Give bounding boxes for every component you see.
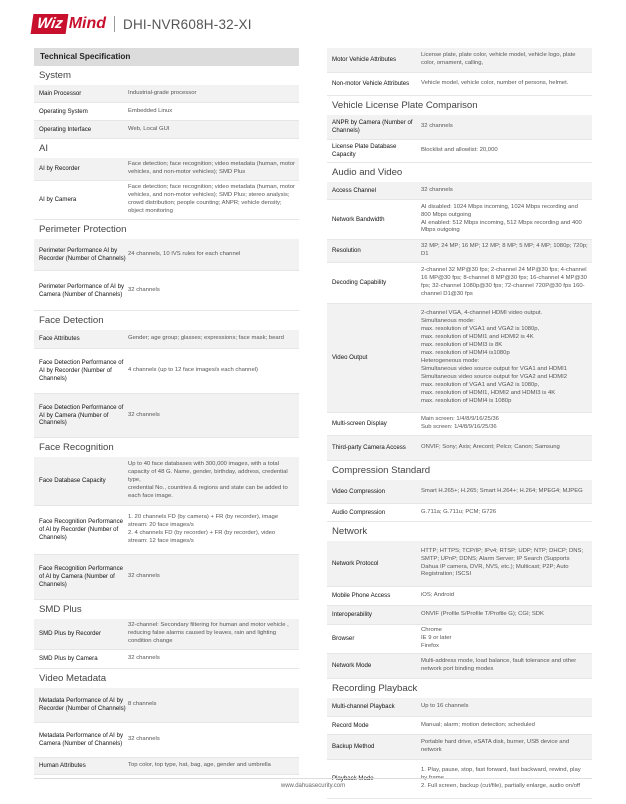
spec-key: Access Channel: [332, 186, 377, 194]
spec-row-license-plate-database-capacity: [327, 140, 592, 163]
footer-url: www.dahuasecurity.com: [280, 783, 346, 789]
spec-row-face-recognition-performance-of-ai-by-recorder-number-of-channels: [34, 506, 299, 555]
section-heading-compression-standard: Compression Standard: [332, 465, 431, 476]
section-heading-network: Network: [332, 526, 368, 537]
spec-value: 1. Play, pause, stop, fast forward, fast backward, rewind, play 2. Full screen, backup (cut/file), partially enlarge, audio on/off: [421, 767, 581, 789]
spec-row-browser: [327, 625, 592, 654]
spec-key: Perimeter Performance AI by Recorder (Number of Channels): [39, 246, 126, 262]
spec-value: 32 MP; 24 MP; 16 MP; 12 MP; 8 MP; 5 MP; 4 MP; 1080p; 720p; D1: [421, 243, 588, 257]
spec-value: Web, Local GUI: [128, 125, 170, 132]
spec-key: [327, 760, 419, 798]
spec-row-multi-screen-display: [327, 413, 592, 436]
spec-value: 32-channel: Secondary filtering for human and motor vehicle , reducing false alarms caused by leaves, rain and lighting condition change: [128, 622, 289, 644]
spec-value: 4 channels (up to 12 face images/s each channel): [128, 367, 259, 374]
spec-value: Industrial-grade processor: [128, 89, 197, 96]
spec-row-resolution: [327, 240, 592, 263]
spec-key: Video Compression: [332, 487, 386, 495]
spec-key: Network Mode: [332, 662, 372, 670]
spec-key: SMD Plus by Camera: [39, 655, 98, 663]
spec-value: 32 channels: [128, 573, 160, 580]
section-heading-face-recognition: Face Recognition: [39, 442, 114, 453]
spec-key: Third-party Camera Access: [332, 444, 406, 452]
spec-row-playback-mode: [327, 760, 592, 799]
spec-key: Browser: [332, 635, 355, 643]
spec-key: SMD Plus by Recorder: [39, 630, 101, 638]
spec-value: Gender; age group; glasses; expressions; face mask; beard: [128, 335, 284, 342]
spec-row-smd-plus-by-camera: [34, 650, 299, 669]
logo-wiz: Wiz: [31, 14, 69, 34]
spec-value: Face detection; face recognition; video metadata (human, motor vehicles, and non-motor vehicles); SMD Plus: [128, 161, 295, 175]
spec-value: 1. 20 channels FD (by camera) + FR (by recorder), image stream: 20 face images/s 2. 4 channels FD (by recorder) + FR (by recorder), video stream: 12 face images/s: [128, 514, 279, 544]
spec-value: Smart H.265+; H.265; Smart H.264+; H.264; MPEG4; MJPEG: [421, 487, 583, 494]
spec-key: Face Database Capacity: [39, 477, 106, 485]
spec-value: Manual; alarm; motion detection; scheduled: [421, 721, 535, 728]
spec-key: Motor Vehicle Attributes: [332, 56, 397, 64]
spec-row-access-channel: [327, 182, 592, 200]
section-heading-perimeter-protection: Perimeter Protection: [39, 224, 127, 235]
spec-key: Operating Interface: [39, 125, 92, 133]
spec-key: Face Detection Performance of AI by Recorder (Number of Channels): [39, 359, 124, 382]
spec-key: Perimeter Performance of AI by Camera (Number of Channels): [39, 282, 125, 298]
spec-row-perimeter-performance-ai-by-recorder-number-of-channels: [34, 239, 299, 271]
spec-row-motor-vehicle-attributes: [327, 48, 592, 73]
wizmind-logo: [32, 14, 106, 34]
spec-row-face-recognition-performance-of-ai-by-camera-number-of-channels: [34, 555, 299, 600]
spec-row-metadata-performance-of-ai-by-camera-number-of-channels: [34, 723, 299, 758]
right-sections: [327, 48, 592, 799]
spec-value: Main screen: 1/4/8/9/16/25/36 Sub screen: 1/4/8/9/16/25/36: [421, 416, 499, 430]
section-heading-face-detection: Face Detection: [39, 315, 104, 326]
spec-value: 32 channels: [128, 286, 160, 293]
left-column: [34, 48, 299, 775]
spec-value: AI disabled: 1024 Mbps incoming, 1024 Mbps recording and 800 Mbps outgoing AI enabled: 512 Mbps incoming, 512 Mbps recording and 400 Mbps outgoing: [421, 203, 582, 234]
spec-value: 32 channels: [421, 123, 453, 130]
spec-row-face-detection-performance-of-ai-by-camera-number-of-channels: [34, 394, 299, 438]
spec-row-interoperability: [327, 606, 592, 625]
section-heading-recording-playback: Recording Playback: [332, 683, 418, 694]
spec-row-face-database-capacity: [34, 457, 299, 506]
spec-value: Multi-address mode, load balance, fault tolerance and other network port binding modes: [421, 658, 577, 672]
spec-value: Top color, top type, hat, bag, age, gender and umbrella: [128, 762, 271, 769]
spec-key: Metadata Performance of AI by Recorder (Number of Channels): [39, 697, 126, 712]
spec-value: 24 channels, 10 IVS rules for each channel: [128, 250, 241, 257]
spec-row-backup-method: [327, 735, 592, 760]
spec-key: Face Attributes: [39, 335, 80, 343]
spec-value: iOS; Android: [421, 592, 455, 599]
spec-value: 32 channels: [421, 186, 453, 193]
spec-row-audio-compression: [327, 504, 592, 522]
spec-key: Metadata Performance of AI by Camera (Number of Channels): [39, 732, 124, 747]
spec-value: Portable hard drive, eSATA disk, burner, USB device and network: [421, 739, 570, 753]
spec-key: Multi-screen Display: [332, 420, 387, 428]
spec-key: Record Mode: [332, 721, 369, 729]
spec-row-video-output: [327, 304, 592, 413]
spec-row-smd-plus-by-recorder: [34, 619, 299, 650]
spec-key: Decoding Capability: [332, 279, 387, 287]
spec-key: Backup Method: [332, 743, 375, 751]
spec-value: Embedded Linux: [128, 107, 173, 114]
spec-row-face-detection-performance-of-ai-by-recorder-number-of-channels: [34, 349, 299, 394]
spec-key: Resolution: [332, 247, 361, 255]
spec-key: Network Bandwidth: [332, 215, 385, 223]
page-header: [32, 12, 252, 36]
spec-value: ONVIF (Profile S/Profile T/Profile G); CGI; SDK: [421, 611, 544, 618]
spec-key: AI by Camera: [39, 196, 77, 204]
spec-value: Face detection; face recognition; video metadata (human, motor vehicles, and non-motor vehicles); SMD Plus; stereo analysis; crowd distribution; people counting; ANPR; vehicle density; object monitoring: [128, 184, 295, 214]
logo-mind: Mind: [68, 15, 107, 32]
spec-value: G.711a; G.711u; PCM; G726: [421, 508, 497, 515]
header-divider: [114, 16, 115, 32]
spec-value: 32 channels: [128, 655, 160, 662]
spec-row-network-bandwidth: [327, 200, 592, 240]
right-column: [327, 48, 592, 799]
spec-value: Chrome IE 9 or later Firefox: [421, 627, 452, 649]
spec-row-ai-by-camera: [34, 181, 299, 220]
spec-value: HTTP; HTTPS; TCP/IP; IPv4; RTSP; UDP; NTP; DHCP; DNS; SMTP; UPnP; DDNS; Alarm Server; IP Search (Supports Dahua IP camera, DVR, NVS, etc.); Multicast; P2P; Auto Registration; ISCSI: [421, 547, 584, 578]
spec-key: Operating System: [39, 107, 88, 115]
footer-divider: [34, 778, 592, 779]
spec-key: Human Attributes: [39, 762, 86, 770]
section-heading-video-metadata: Video Metadata: [39, 673, 107, 684]
spec-key: Main Processor: [39, 89, 82, 97]
spec-row-ai-by-recorder: [34, 158, 299, 181]
spec-row-metadata-performance-of-ai-by-recorder-number-of-channels: [34, 688, 299, 723]
spec-row-face-attributes: [34, 330, 299, 349]
spec-row-decoding-capability: [327, 263, 592, 304]
spec-title: Technical Specification: [34, 48, 299, 66]
spec-row-operating-system: [34, 103, 299, 121]
left-sections: [34, 69, 299, 775]
spec-row-main-processor: [34, 85, 299, 103]
spec-key: Face Detection Performance of AI by Camera (Number of Channels): [39, 403, 124, 427]
spec-row-non-motor-vehicle-attributes: [327, 73, 592, 96]
spec-row-anpr-by-camera-number-of-channels: [327, 115, 592, 140]
spec-value: 32 channels: [128, 736, 160, 743]
section-heading-vehicle-license-plate-comparison: Vehicle License Plate Comparison: [332, 100, 478, 111]
spec-key: Mobile Phone Access: [332, 592, 391, 600]
model-name: DHI-NVR608H-32-XI: [123, 16, 252, 32]
spec-value: 8 channels: [128, 701, 157, 708]
spec-key: Audio Compression: [332, 508, 386, 516]
spec-row-mobile-phone-access: [327, 587, 592, 606]
spec-value: License plate, plate color, vehicle model, vehicle logo, plate color, ornament, calling,: [421, 52, 576, 66]
section-heading-system: System: [39, 70, 71, 81]
spec-value: Up to 40 face databases with 300,000 images, with a total capacity of 48 G. Name, gender, birthday, address, credential type, credential No., countries & regions and state can be added to each face image.: [128, 461, 288, 499]
spec-row-multi-channel-playback: [327, 698, 592, 717]
spec-row-network-protocol: [327, 541, 592, 587]
spec-row-human-attributes: [34, 758, 299, 775]
spec-row-video-compression: [327, 480, 592, 504]
section-heading-smd-plus: SMD Plus: [39, 604, 82, 615]
spec-row-perimeter-performance-of-ai-by-camera-number-of-channels: [34, 271, 299, 311]
spec-key: ANPR by Camera (Number of Channels): [332, 119, 413, 134]
spec-value: 32 channels: [128, 411, 160, 418]
spec-key: Video Output: [332, 354, 368, 362]
spec-key: Network Protocol: [332, 559, 379, 567]
spec-value: Up to 16 channels: [421, 703, 469, 710]
spec-row-operating-interface: [34, 121, 299, 139]
spec-row-record-mode: [327, 717, 592, 735]
spec-value: Vehicle model, vehicle color, number of persons, helmet.: [421, 80, 569, 87]
spec-key: AI by Recorder: [39, 165, 80, 173]
section-heading-audio-and-video: Audio and Video: [332, 167, 403, 178]
spec-key: Non-motor Vehicle Attributes: [332, 80, 410, 88]
spec-row-third-party-camera-access: [327, 436, 592, 461]
spec-value: 2-channel VGA, 4-channel HDMI video output. Simultaneous mode: max. resolution of VGA1 and VGA2 is 1080p, max. resolution of HDMI1 and HDMI2 is 4K max. resolution of HDMI3 is 8K max. resolution of HDMI4 is1080p Heterogeneous mode: Simultaneous video source output for VGA1 and HDMI1 Simultaneous video source output for VGA2 and HDMI2 max. resolution of VGA1 and VGA2 is 1080p, max. resolution of HDMI1, HDMI2 and HDMI3 is 4K max. resolution of HDMI4 is 1080p: [421, 310, 568, 404]
spec-key: License Plate Database Capacity: [332, 143, 397, 158]
spec-key: Face Recognition Performance of AI by Camera (Number of Channels): [39, 565, 124, 588]
spec-value: ONVIF; Sony; Axis; Arecont; Pelco; Canon; Samsung: [421, 444, 560, 451]
spec-key: Multi-channel Playback: [332, 703, 395, 711]
section-heading-ai: AI: [39, 143, 49, 154]
spec-row-network-mode: [327, 654, 592, 679]
spec-key: Face Recognition Performance of AI by Recorder (Number of Channels): [39, 518, 124, 541]
spec-value: Blocklist and allowlist: 20,000: [421, 147, 498, 154]
spec-key: Interoperability: [332, 611, 372, 619]
spec-value: 2-channel 32 MP@30 fps; 2-channel 24 MP@30 fps; 4-channel 16 MP@30 fps; 8-channel 8 MP@30 fps; 16-channel 4 MP@30 fps; 32-channel 1080p@30 fps; 72-channel 720P@30 fps 160-channel D1@30 fps: [421, 267, 587, 297]
